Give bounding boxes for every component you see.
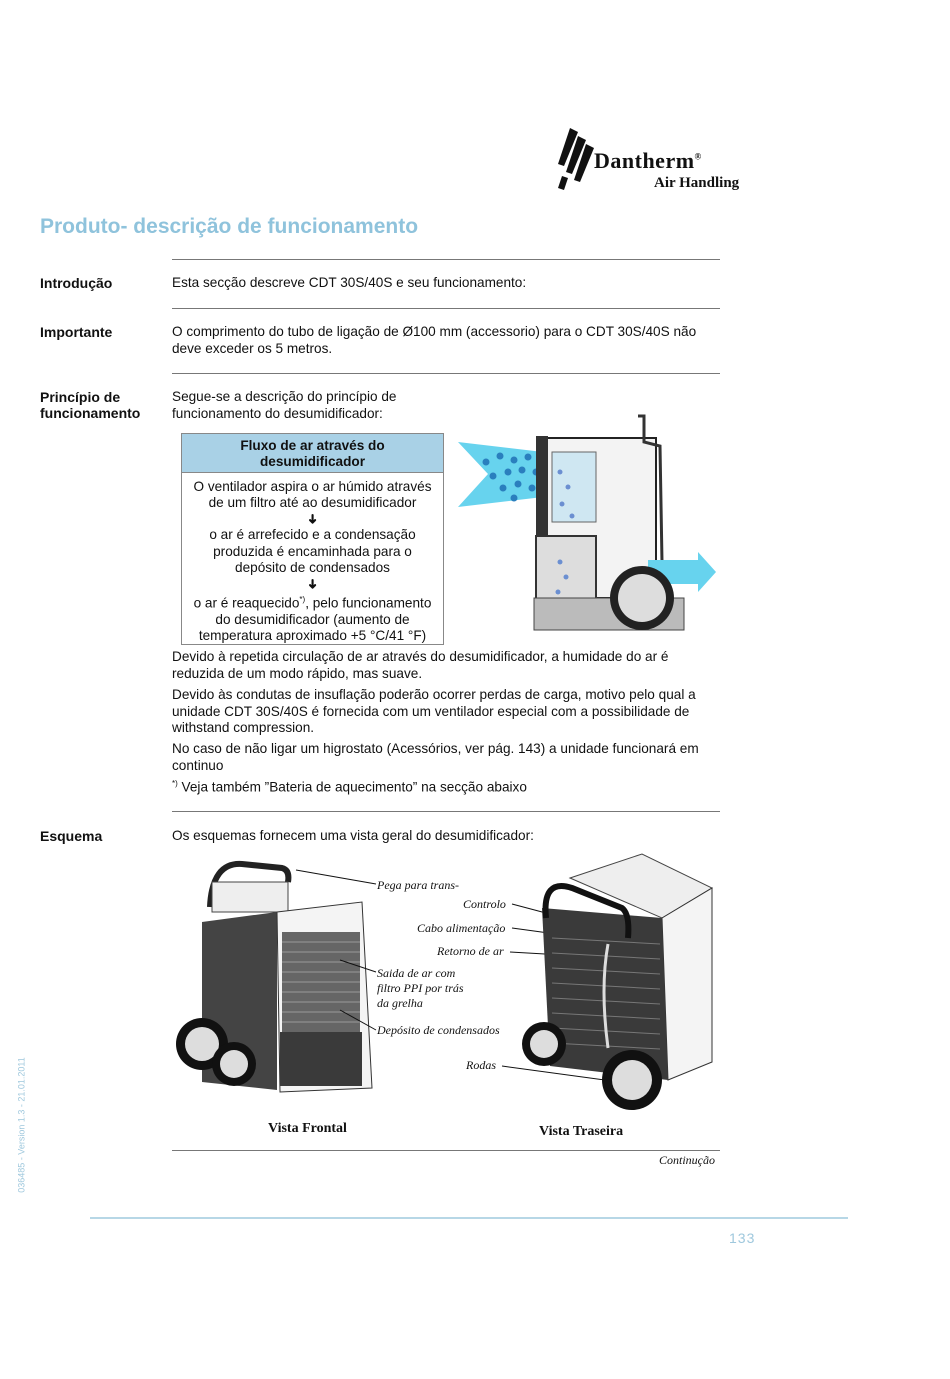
airflow-step-line: depósito de condensados [235, 559, 390, 575]
callout-wheels: Rodas [466, 1058, 496, 1072]
callout-power: Cabo alimentação [417, 921, 506, 935]
paragraph-line: Devido às condutas de insuflação poderão ocorrer perdas de carga, motivo pelo qual a [172, 687, 696, 702]
divider [172, 811, 720, 812]
principle-label-line: Princípio de [40, 389, 121, 405]
divider [172, 1150, 720, 1151]
callout-line: da grelha [377, 996, 423, 1010]
principle-text [172, 389, 396, 422]
airflow-step-line: o ar é arrefecido e a condensação [209, 527, 416, 543]
air-in-arrow [458, 442, 543, 507]
airflow-title-line: desumidificador [260, 454, 365, 469]
airflow-box [181, 433, 444, 645]
logo-swoosh-icon [556, 126, 596, 194]
airflow-box-title [182, 434, 443, 473]
intro-text: Esta secção descreve CDT 30S/40S e seu funcionamento: [172, 275, 527, 290]
front-view-caption: Vista Frontal [268, 1121, 347, 1136]
callout-handle: Pega para trans- [377, 878, 459, 892]
logo-brand [594, 148, 702, 174]
airflow-step-text: o ar é reaquecido [193, 595, 300, 611]
airflow-illustration [448, 412, 720, 638]
logo-subtitle: Air Handling [654, 175, 740, 191]
callout-tank: Depósito de condensados [377, 1023, 500, 1037]
divider [172, 308, 720, 309]
intro-label: Introdução [40, 275, 113, 291]
paragraph-hygrostat [172, 741, 699, 774]
arrow-down-icon [188, 511, 437, 527]
page-title: Produto- descrição de funcionamento [40, 215, 419, 238]
paragraph-line: Devido à repetida circulação de ar através do desumidificador, a humidade do ar é [172, 649, 669, 664]
airflow-step-line: temperatura aproximado +5 °C/41 °F) [198, 627, 427, 643]
paragraph-line: continuo [172, 757, 224, 773]
principle-label-line: funcionamento [40, 405, 141, 421]
airflow-step-line: produzida é encaminhada para o [213, 543, 412, 559]
footnote-marker: *) [172, 779, 178, 788]
airflow-step-line: de um filtro até ao desumidificador [208, 495, 417, 511]
logo-brand-text: Dantherm [594, 148, 695, 173]
rear-body-side [662, 888, 712, 1080]
airflow-step-line [188, 592, 437, 612]
paragraph-line: unidade CDT 30S/40S é fornecida com um ventilador especial com a possibilidade de [172, 703, 690, 719]
airflow-step-text: , pelo funcionamento [305, 595, 432, 611]
paragraph-recirculation [172, 649, 668, 682]
airflow-title-line: Fluxo de ar através do [240, 438, 385, 453]
continuation-note: Continução [659, 1153, 715, 1167]
airflow-steps [182, 473, 443, 644]
arrow-glyph: ➜ [305, 578, 321, 590]
principle-line: funcionamento do desumidificador: [172, 405, 383, 421]
callout-line: Saida de ar com [377, 966, 456, 980]
arrow-glyph: ➜ [305, 513, 321, 525]
rear-view-caption: Vista Traseira [539, 1124, 624, 1139]
paragraph-line: withstand compression. [172, 720, 315, 735]
unit-tank [536, 536, 596, 606]
principle-line: Segue-se a descrição do princípio de [172, 389, 397, 404]
callout-control: Controlo [463, 897, 506, 911]
arrow-down-icon [188, 576, 437, 592]
footnote [172, 776, 527, 796]
principle-label [40, 389, 140, 421]
paragraph-ducts [172, 687, 696, 737]
airflow-step-line: do desumidificador (aumento de [215, 611, 410, 627]
unit-coil [552, 452, 596, 522]
callout-return: Retorno de ar [437, 944, 504, 958]
paragraph-line: reduzida de um modo rápido, mas suave. [172, 665, 423, 681]
rear-view-illustration [512, 848, 720, 1120]
logo-registered: ® [694, 151, 702, 162]
scheme-label: Esquema [40, 828, 103, 844]
divider [172, 373, 720, 374]
scheme-text: Os esquemas fornecem uma vista geral do desumidificador: [172, 828, 534, 843]
important-line: deve exceder os 5 metros. [172, 340, 333, 356]
divider [172, 259, 720, 260]
brand-logo [556, 126, 766, 196]
important-label: Importante [40, 324, 113, 340]
unit-front-panel [536, 436, 548, 536]
page-number: 133 [729, 1230, 756, 1246]
footnote-marker: *) [299, 595, 306, 605]
important-text [172, 324, 696, 357]
important-line: O comprimento do tubo de ligação de Ø100 mm (accessorio) para o CDT 30S/40S não [172, 324, 697, 339]
paragraph-line: No caso de não ligar um higrostato (Acessórios, ver pág. 143) a unidade funcionará em [172, 741, 699, 756]
callout-outlet [377, 966, 464, 1011]
footer-rule [90, 1217, 848, 1219]
airflow-step-line: O ventilador aspira o ar húmido através [193, 479, 432, 494]
version-label: 036485 - Version 1.3 - 21.01.2011 [16, 1057, 27, 1193]
callout-line: filtro PPI por trás [377, 981, 464, 995]
footnote-text: Veja também ”Bateria de aquecimento” na secção abaixo [177, 779, 527, 795]
